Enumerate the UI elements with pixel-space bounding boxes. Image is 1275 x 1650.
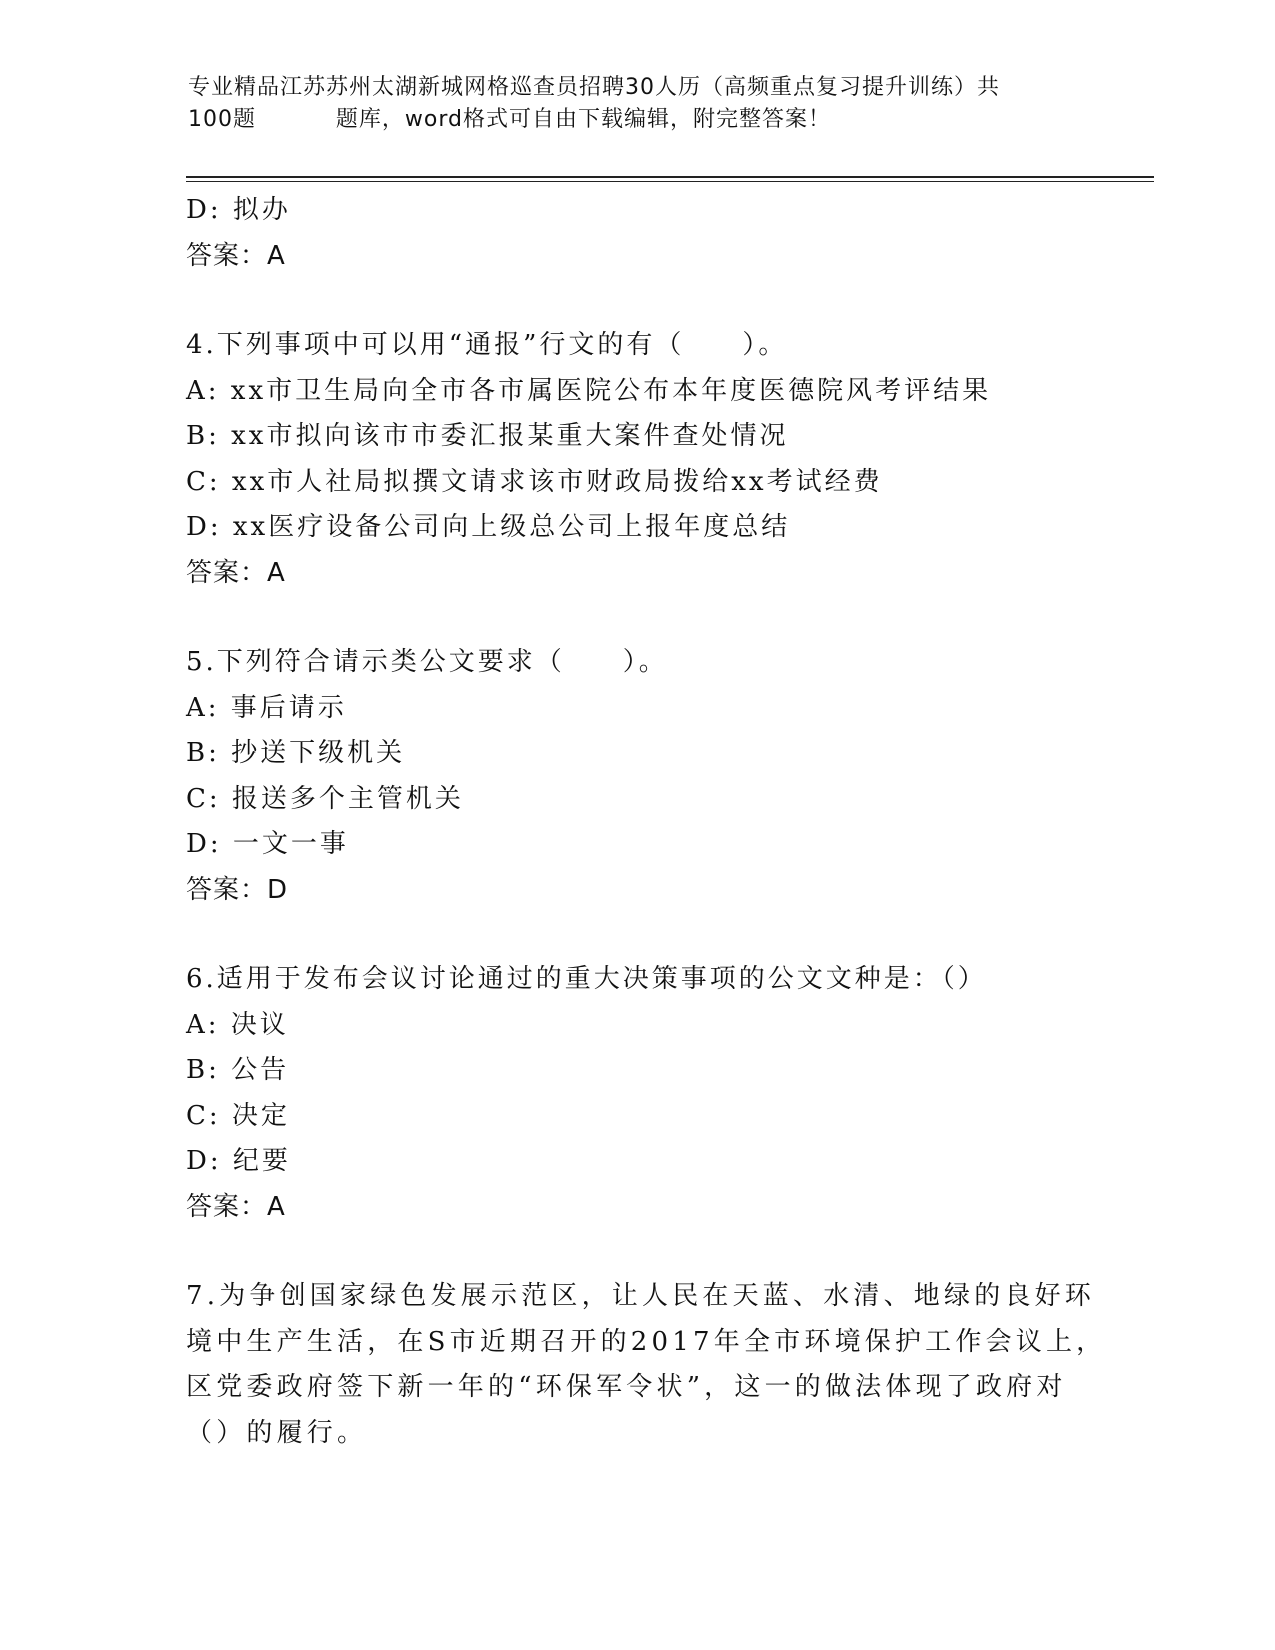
option-d: D: 一文一事 bbox=[186, 829, 349, 859]
option-a: A: 事后请示 bbox=[186, 692, 347, 723]
question-5 bbox=[186, 640, 1086, 913]
question-6 bbox=[186, 957, 1086, 1230]
page-header bbox=[188, 72, 1088, 136]
header-rule-thick bbox=[186, 176, 1154, 178]
answer: 答案：A bbox=[186, 240, 286, 271]
spacer bbox=[186, 596, 1086, 640]
spacer bbox=[186, 279, 1086, 323]
option-c: C: 决定 bbox=[186, 1100, 290, 1131]
question-text-line: 7.为争创国家绿色发展示范区，让人民在天蓝、水清、地绿的良好环 bbox=[186, 1281, 1096, 1311]
header-line-2: 100题 题库，word格式可自由下载编辑，附完整答案！ bbox=[188, 107, 832, 132]
document-body bbox=[186, 188, 1107, 1456]
question-title: 6.适用于发布会议讨论通过的重大决策事项的公文文种是：（） bbox=[186, 964, 987, 994]
option-d: D: 拟办 bbox=[186, 195, 291, 225]
option-c: C: 报送多个主管机关 bbox=[186, 783, 464, 814]
question-title: 5.下列符合请示类公文要求（ ）。 bbox=[186, 647, 668, 677]
question-4 bbox=[186, 323, 1086, 596]
question-text-line: 区党委政府签下新一年的“环保军令状”，这一的做法体现了政府对 bbox=[186, 1372, 1067, 1402]
header-line-1: 专业精品江苏苏州太湖新城网格巡查员招聘30人历（高频重点复习提升训练）共 bbox=[188, 75, 1000, 100]
option-d: D: 纪要 bbox=[186, 1146, 291, 1176]
option-a: A: 决议 bbox=[186, 1009, 289, 1040]
answer: 答案：A bbox=[186, 1191, 286, 1222]
question-title: 4.下列事项中可以用“通报”行文的有（ ）。 bbox=[186, 330, 788, 360]
option-b: B: 公告 bbox=[186, 1055, 290, 1085]
answer: 答案：D bbox=[186, 874, 289, 905]
header-rule-thin bbox=[186, 181, 1154, 182]
question-7 bbox=[186, 1274, 1107, 1456]
spacer bbox=[186, 913, 1086, 957]
option-b: B: 抄送下级机关 bbox=[186, 738, 406, 768]
option-d: D: xx医疗设备公司向上级总公司上报年度总结 bbox=[186, 512, 791, 542]
question-text-line: （）的履行。 bbox=[186, 1417, 368, 1448]
question-text-line: 境中生产生活，在S市近期召开的2017年全市环境保护工作会议上， bbox=[186, 1326, 1107, 1357]
answer: 答案：A bbox=[186, 557, 286, 588]
option-b: B: xx市拟向该市市委汇报某重大案件查处情况 bbox=[186, 421, 789, 451]
option-a: A: xx市卫生局向全市各市属医院公布本年度医德院风考评结果 bbox=[186, 375, 992, 406]
option-c: C: xx市人社局拟撰文请求该市财政局拨给xx考试经费 bbox=[186, 466, 883, 497]
spacer bbox=[186, 1230, 1086, 1274]
question-3-tail bbox=[186, 188, 1086, 279]
